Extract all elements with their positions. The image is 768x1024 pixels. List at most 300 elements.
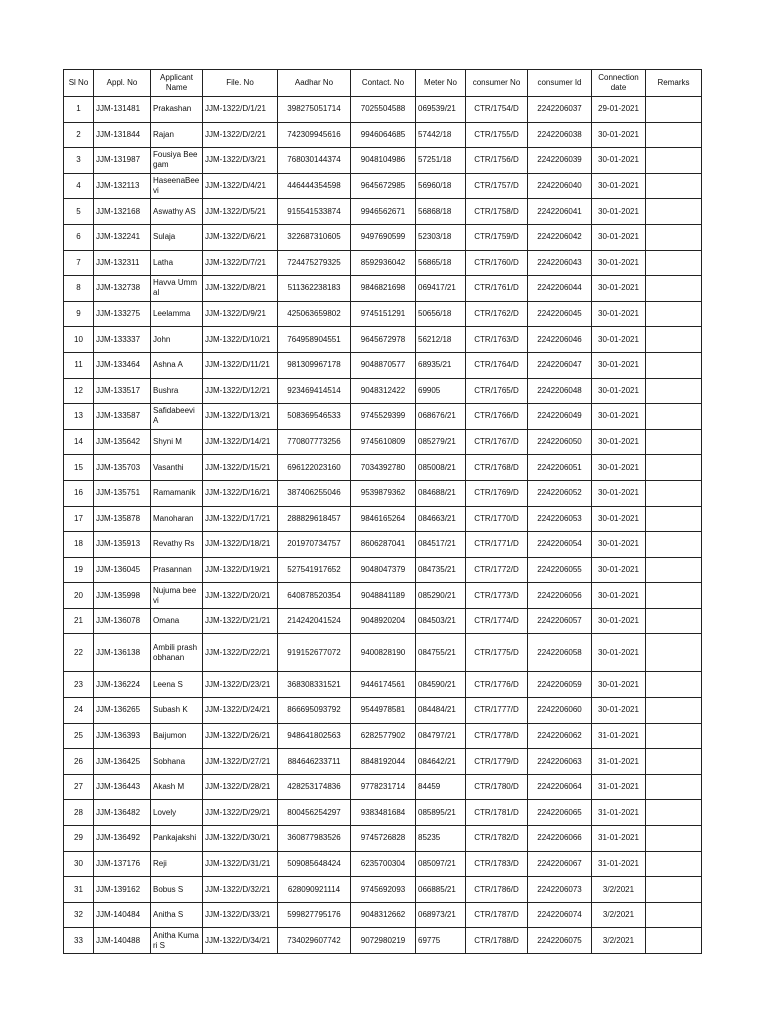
cell-sl-no: 33 [64,928,94,954]
cell-sl-no: 24 [64,698,94,724]
cell-appl-no: JJM-132738 [94,276,151,302]
cell-appl-no: JJM-135913 [94,532,151,558]
cell-aadhar-no: 923469414514 [278,378,351,404]
cell-consumer-no: CTR/1787/D [466,902,528,928]
cell-contact-no: 7034392780 [351,455,416,481]
cell-remarks [646,199,702,225]
cell-file-no: JJM-1322/D/19/21 [203,557,278,583]
cell-file-no: JJM-1322/D/1/21 [203,97,278,123]
cell-sl-no: 2 [64,122,94,148]
cell-consumer-id: 2242206060 [528,698,592,724]
cell-consumer-no: CTR/1779/D [466,749,528,775]
table-row [64,378,702,404]
cell-aadhar-no: 742309945616 [278,122,351,148]
cell-applicant-name: Anitha Kumari S [151,928,203,954]
table-row [64,583,702,609]
cell-meter-no: 56865/18 [416,250,466,276]
cell-consumer-no: CTR/1761/D [466,276,528,302]
cell-remarks [646,378,702,404]
table-row [64,672,702,698]
cell-file-no: JJM-1322/D/7/21 [203,250,278,276]
cell-consumer-id: 2242206046 [528,327,592,353]
cell-meter-no: 085290/21 [416,583,466,609]
cell-aadhar-no: 288829618457 [278,506,351,532]
cell-applicant-name: Ramamanik [151,480,203,506]
cell-aadhar-no: 201970734757 [278,532,351,558]
cell-meter-no: 084755/21 [416,634,466,672]
cell-appl-no: JJM-131481 [94,97,151,123]
cell-meter-no: 068973/21 [416,902,466,928]
cell-consumer-no: CTR/1786/D [466,877,528,903]
cell-aadhar-no: 428253174836 [278,774,351,800]
cell-appl-no: JJM-136393 [94,723,151,749]
cell-appl-no: JJM-132168 [94,199,151,225]
cell-consumer-id: 2242206063 [528,749,592,775]
cell-applicant-name: Revathy Rs [151,532,203,558]
cell-consumer-id: 2242206050 [528,429,592,455]
cell-file-no: JJM-1322/D/5/21 [203,199,278,225]
cell-appl-no: JJM-131844 [94,122,151,148]
cell-contact-no: 8606287041 [351,532,416,558]
cell-connection-date: 30-01-2021 [592,301,646,327]
connection-register-table [63,69,702,954]
cell-consumer-no: CTR/1760/D [466,250,528,276]
cell-connection-date: 31-01-2021 [592,851,646,877]
cell-sl-no: 11 [64,352,94,378]
cell-appl-no: JJM-136078 [94,608,151,634]
cell-remarks [646,250,702,276]
cell-consumer-no: CTR/1763/D [466,327,528,353]
cell-consumer-no: CTR/1783/D [466,851,528,877]
cell-connection-date: 30-01-2021 [592,224,646,250]
cell-remarks [646,404,702,430]
cell-contact-no: 8848192044 [351,749,416,775]
cell-applicant-name: Leelamma [151,301,203,327]
cell-remarks [646,723,702,749]
cell-applicant-name: Anitha S [151,902,203,928]
cell-connection-date: 3/2/2021 [592,902,646,928]
cell-consumer-no: CTR/1773/D [466,583,528,609]
cell-contact-no: 9048047379 [351,557,416,583]
cell-consumer-id: 2242206041 [528,199,592,225]
cell-contact-no: 6235700304 [351,851,416,877]
cell-sl-no: 30 [64,851,94,877]
cell-meter-no: 066885/21 [416,877,466,903]
cell-contact-no: 9539879362 [351,480,416,506]
cell-contact-no: 9048920204 [351,608,416,634]
cell-consumer-id: 2242206054 [528,532,592,558]
table-row [64,506,702,532]
cell-consumer-no: CTR/1764/D [466,352,528,378]
cell-remarks [646,583,702,609]
cell-file-no: JJM-1322/D/17/21 [203,506,278,532]
cell-appl-no: JJM-135703 [94,455,151,481]
cell-applicant-name: Pankajakshi [151,826,203,852]
cell-sl-no: 1 [64,97,94,123]
cell-aadhar-no: 764958904551 [278,327,351,353]
cell-meter-no: 085895/21 [416,800,466,826]
cell-connection-date: 30-01-2021 [592,506,646,532]
cell-remarks [646,429,702,455]
cell-consumer-no: CTR/1777/D [466,698,528,724]
cell-consumer-id: 2242206073 [528,877,592,903]
cell-applicant-name: Nujuma beevi [151,583,203,609]
cell-contact-no: 9383481684 [351,800,416,826]
cell-consumer-id: 2242206066 [528,826,592,852]
cell-appl-no: JJM-133517 [94,378,151,404]
cell-consumer-id: 2242206065 [528,800,592,826]
cell-contact-no: 9846821698 [351,276,416,302]
cell-meter-no: 57251/18 [416,148,466,174]
cell-meter-no: 84459 [416,774,466,800]
cell-aadhar-no: 724475279325 [278,250,351,276]
cell-appl-no: JJM-136138 [94,634,151,672]
cell-consumer-no: CTR/1758/D [466,199,528,225]
cell-connection-date: 30-01-2021 [592,557,646,583]
cell-file-no: JJM-1322/D/29/21 [203,800,278,826]
cell-sl-no: 13 [64,404,94,430]
cell-appl-no: JJM-132113 [94,173,151,199]
table-row [64,224,702,250]
cell-connection-date: 30-01-2021 [592,352,646,378]
cell-sl-no: 10 [64,327,94,353]
cell-file-no: JJM-1322/D/10/21 [203,327,278,353]
cell-applicant-name: Leena S [151,672,203,698]
cell-remarks [646,148,702,174]
cell-aadhar-no: 368308331521 [278,672,351,698]
cell-sl-no: 19 [64,557,94,583]
cell-connection-date: 31-01-2021 [592,749,646,775]
cell-sl-no: 23 [64,672,94,698]
cell-sl-no: 22 [64,634,94,672]
header-aadhar-no: Aadhar No [278,70,351,97]
cell-contact-no: 6282577902 [351,723,416,749]
table-row [64,826,702,852]
cell-connection-date: 31-01-2021 [592,723,646,749]
cell-applicant-name: Fousiya Beegam [151,148,203,174]
cell-file-no: JJM-1322/D/22/21 [203,634,278,672]
cell-file-no: JJM-1322/D/11/21 [203,352,278,378]
cell-applicant-name: Shyni M [151,429,203,455]
cell-applicant-name: Sulaja [151,224,203,250]
cell-applicant-name: Vasanthi [151,455,203,481]
cell-file-no: JJM-1322/D/6/21 [203,224,278,250]
table-row [64,199,702,225]
cell-consumer-id: 2242206053 [528,506,592,532]
cell-sl-no: 14 [64,429,94,455]
cell-consumer-no: CTR/1755/D [466,122,528,148]
header-remarks: Remarks [646,70,702,97]
cell-aadhar-no: 387406255046 [278,480,351,506]
cell-connection-date: 30-01-2021 [592,173,646,199]
cell-consumer-id: 2242206047 [528,352,592,378]
cell-sl-no: 16 [64,480,94,506]
cell-appl-no: JJM-136265 [94,698,151,724]
cell-meter-no: 56212/18 [416,327,466,353]
cell-remarks [646,608,702,634]
cell-appl-no: JJM-136492 [94,826,151,852]
header-row [64,70,702,97]
cell-applicant-name: Prasannan [151,557,203,583]
cell-contact-no: 9946064685 [351,122,416,148]
cell-sl-no: 21 [64,608,94,634]
cell-aadhar-no: 527541917652 [278,557,351,583]
table-row [64,902,702,928]
cell-contact-no: 9497690599 [351,224,416,250]
cell-sl-no: 28 [64,800,94,826]
cell-meter-no: 57442/18 [416,122,466,148]
cell-contact-no: 9745726828 [351,826,416,852]
cell-file-no: JJM-1322/D/13/21 [203,404,278,430]
cell-applicant-name: Aswathy AS [151,199,203,225]
table-row [64,429,702,455]
table-row [64,97,702,123]
cell-aadhar-no: 696122023160 [278,455,351,481]
cell-file-no: JJM-1322/D/16/21 [203,480,278,506]
table-row [64,698,702,724]
header-appl-no: Appl. No [94,70,151,97]
cell-connection-date: 31-01-2021 [592,800,646,826]
table-row [64,480,702,506]
cell-sl-no: 5 [64,199,94,225]
cell-meter-no: 68935/21 [416,352,466,378]
cell-connection-date: 31-01-2021 [592,774,646,800]
cell-meter-no: 084735/21 [416,557,466,583]
cell-contact-no: 9048870577 [351,352,416,378]
cell-aadhar-no: 628090921114 [278,877,351,903]
cell-file-no: JJM-1322/D/12/21 [203,378,278,404]
cell-connection-date: 30-01-2021 [592,634,646,672]
cell-consumer-no: CTR/1759/D [466,224,528,250]
cell-applicant-name: Havva Ummal [151,276,203,302]
cell-remarks [646,276,702,302]
cell-appl-no: JJM-136482 [94,800,151,826]
cell-sl-no: 20 [64,583,94,609]
cell-applicant-name: Manoharan [151,506,203,532]
table-row [64,851,702,877]
cell-aadhar-no: 360877983526 [278,826,351,852]
cell-connection-date: 30-01-2021 [592,608,646,634]
cell-remarks [646,826,702,852]
table-row [64,148,702,174]
cell-meter-no: 52303/18 [416,224,466,250]
cell-connection-date: 3/2/2021 [592,877,646,903]
cell-appl-no: JJM-135751 [94,480,151,506]
cell-aadhar-no: 425063659802 [278,301,351,327]
cell-consumer-id: 2242206058 [528,634,592,672]
cell-remarks [646,532,702,558]
cell-aadhar-no: 770807773256 [278,429,351,455]
header-consumer-id: consumer Id [528,70,592,97]
cell-remarks [646,800,702,826]
cell-contact-no: 9048312422 [351,378,416,404]
cell-connection-date: 3/2/2021 [592,928,646,954]
cell-sl-no: 12 [64,378,94,404]
cell-appl-no: JJM-135878 [94,506,151,532]
cell-connection-date: 30-01-2021 [592,532,646,558]
cell-meter-no: 085008/21 [416,455,466,481]
cell-file-no: JJM-1322/D/32/21 [203,877,278,903]
cell-meter-no: 50656/18 [416,301,466,327]
cell-consumer-no: CTR/1781/D [466,800,528,826]
cell-consumer-id: 2242206067 [528,851,592,877]
cell-applicant-name: Safidabeevi A [151,404,203,430]
cell-file-no: JJM-1322/D/21/21 [203,608,278,634]
cell-consumer-id: 2242206043 [528,250,592,276]
cell-file-no: JJM-1322/D/15/21 [203,455,278,481]
table-body [64,97,702,954]
cell-contact-no: 9048841189 [351,583,416,609]
cell-remarks [646,774,702,800]
cell-meter-no: 084642/21 [416,749,466,775]
table-row [64,122,702,148]
cell-file-no: JJM-1322/D/3/21 [203,148,278,174]
table-row [64,327,702,353]
cell-applicant-name: Lovely [151,800,203,826]
cell-sl-no: 18 [64,532,94,558]
cell-sl-no: 4 [64,173,94,199]
cell-consumer-no: CTR/1762/D [466,301,528,327]
cell-remarks [646,301,702,327]
cell-consumer-no: CTR/1778/D [466,723,528,749]
cell-consumer-id: 2242206049 [528,404,592,430]
cell-contact-no: 9778231714 [351,774,416,800]
cell-aadhar-no: 919152677072 [278,634,351,672]
cell-contact-no: 7025504588 [351,97,416,123]
cell-connection-date: 30-01-2021 [592,583,646,609]
cell-appl-no: JJM-135642 [94,429,151,455]
cell-file-no: JJM-1322/D/31/21 [203,851,278,877]
table-row [64,749,702,775]
cell-sl-no: 31 [64,877,94,903]
cell-file-no: JJM-1322/D/33/21 [203,902,278,928]
cell-connection-date: 30-01-2021 [592,480,646,506]
cell-appl-no: JJM-137176 [94,851,151,877]
header-file-no: File. No [203,70,278,97]
cell-aadhar-no: 948641802563 [278,723,351,749]
cell-applicant-name: Ashna A [151,352,203,378]
cell-remarks [646,480,702,506]
header-consumer-no: consumer No [466,70,528,97]
cell-connection-date: 30-01-2021 [592,698,646,724]
cell-sl-no: 17 [64,506,94,532]
cell-consumer-no: CTR/1775/D [466,634,528,672]
cell-consumer-id: 2242206044 [528,276,592,302]
cell-connection-date: 30-01-2021 [592,122,646,148]
cell-consumer-id: 2242206051 [528,455,592,481]
cell-remarks [646,455,702,481]
cell-connection-date: 30-01-2021 [592,327,646,353]
cell-remarks [646,672,702,698]
cell-consumer-id: 2242206037 [528,97,592,123]
cell-remarks [646,122,702,148]
cell-meter-no: 068676/21 [416,404,466,430]
cell-consumer-no: CTR/1774/D [466,608,528,634]
cell-consumer-id: 2242206045 [528,301,592,327]
cell-consumer-no: CTR/1767/D [466,429,528,455]
table-row [64,404,702,430]
cell-aadhar-no: 915541533874 [278,199,351,225]
cell-appl-no: JJM-133337 [94,327,151,353]
cell-meter-no: 084797/21 [416,723,466,749]
cell-meter-no: 085097/21 [416,851,466,877]
cell-contact-no: 9745610809 [351,429,416,455]
cell-file-no: JJM-1322/D/26/21 [203,723,278,749]
cell-remarks [646,506,702,532]
cell-meter-no: 069539/21 [416,97,466,123]
cell-file-no: JJM-1322/D/34/21 [203,928,278,954]
cell-aadhar-no: 981309967178 [278,352,351,378]
table-row [64,250,702,276]
cell-consumer-id: 2242206059 [528,672,592,698]
cell-appl-no: JJM-135998 [94,583,151,609]
cell-meter-no: 85235 [416,826,466,852]
cell-file-no: JJM-1322/D/24/21 [203,698,278,724]
cell-applicant-name: Subash K [151,698,203,724]
cell-file-no: JJM-1322/D/23/21 [203,672,278,698]
cell-applicant-name: Ambili prashobhanan [151,634,203,672]
cell-remarks [646,557,702,583]
cell-file-no: JJM-1322/D/4/21 [203,173,278,199]
cell-file-no: JJM-1322/D/20/21 [203,583,278,609]
cell-consumer-no: CTR/1770/D [466,506,528,532]
cell-appl-no: JJM-136425 [94,749,151,775]
cell-contact-no: 9645672978 [351,327,416,353]
cell-consumer-id: 2242206052 [528,480,592,506]
cell-appl-no: JJM-136045 [94,557,151,583]
cell-connection-date: 30-01-2021 [592,378,646,404]
header-sl-no: Sl No [64,70,94,97]
cell-meter-no: 56868/18 [416,199,466,225]
cell-meter-no: 069417/21 [416,276,466,302]
cell-file-no: JJM-1322/D/9/21 [203,301,278,327]
cell-remarks [646,173,702,199]
cell-file-no: JJM-1322/D/14/21 [203,429,278,455]
cell-connection-date: 30-01-2021 [592,429,646,455]
cell-remarks [646,327,702,353]
cell-contact-no: 9745692093 [351,877,416,903]
cell-remarks [646,928,702,954]
cell-sl-no: 29 [64,826,94,852]
cell-consumer-no: CTR/1768/D [466,455,528,481]
cell-consumer-no: CTR/1766/D [466,404,528,430]
table-row [64,352,702,378]
cell-connection-date: 30-01-2021 [592,404,646,430]
cell-meter-no: 085279/21 [416,429,466,455]
cell-consumer-no: CTR/1769/D [466,480,528,506]
cell-consumer-id: 2242206040 [528,173,592,199]
cell-remarks [646,902,702,928]
cell-aadhar-no: 511362238183 [278,276,351,302]
cell-contact-no: 9745529399 [351,404,416,430]
header-meter-no: Meter No [416,70,466,97]
cell-appl-no: JJM-136443 [94,774,151,800]
cell-remarks [646,352,702,378]
cell-appl-no: JJM-132311 [94,250,151,276]
cell-connection-date: 30-01-2021 [592,250,646,276]
cell-aadhar-no: 640878520354 [278,583,351,609]
cell-remarks [646,224,702,250]
cell-contact-no: 8592936042 [351,250,416,276]
cell-sl-no: 8 [64,276,94,302]
table-row [64,301,702,327]
cell-sl-no: 32 [64,902,94,928]
cell-applicant-name: Omana [151,608,203,634]
cell-appl-no: JJM-133275 [94,301,151,327]
cell-contact-no: 9072980219 [351,928,416,954]
cell-sl-no: 25 [64,723,94,749]
cell-consumer-id: 2242206057 [528,608,592,634]
